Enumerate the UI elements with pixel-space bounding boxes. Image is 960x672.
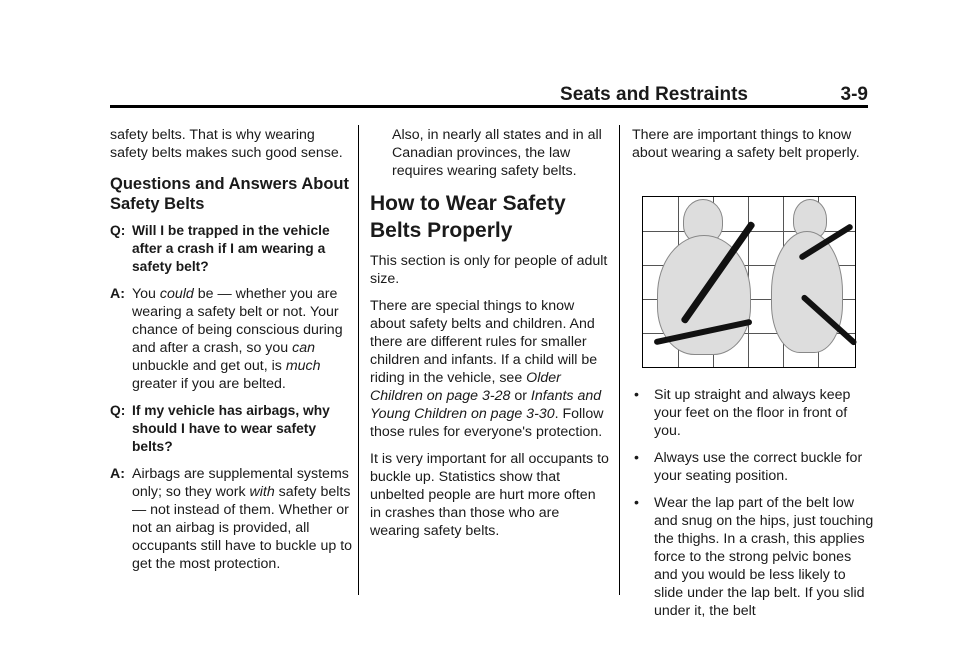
header-rule xyxy=(110,105,868,108)
bullet-item xyxy=(632,449,877,485)
cross-reference-link[interactable]: Older Children on page 3-28 xyxy=(370,370,561,404)
answer-text: unbuckle and get out, is xyxy=(132,358,286,374)
bullet-item xyxy=(632,494,877,620)
answer-emphasis: could xyxy=(159,286,194,302)
answer-label: A: xyxy=(110,466,125,482)
paragraph-2 xyxy=(370,297,610,441)
continued-answer: Also, in nearly all states and in all Canadian provinces, the law requires wearing safety belts. xyxy=(392,127,602,179)
page-number: 3-9 xyxy=(840,84,868,105)
answer-text: greater if you are belted. xyxy=(132,376,286,392)
question-1 xyxy=(110,222,354,276)
answer-2 xyxy=(110,465,354,573)
page-header xyxy=(110,78,868,106)
question-label: Q: xyxy=(110,223,126,238)
column-1 xyxy=(110,126,354,582)
bullet-item xyxy=(632,386,877,440)
answer-label: A: xyxy=(110,286,125,302)
question-2 xyxy=(110,402,354,456)
bullet-text: Wear the lap part of the belt low and snug on the hips, just touching the thighs. In a crash, this applies force to the strong pelvic bones and you would be less likely to slide under the lap belt. If you slid under it, the belt xyxy=(654,495,874,619)
answer-text: You xyxy=(132,286,160,302)
section-heading: How to Wear Safety Belts Properly xyxy=(370,192,566,242)
cross-reference-link[interactable]: Infants and Young Children on page 3-30 xyxy=(370,388,602,422)
column-3 xyxy=(632,126,877,629)
safety-belt-illustration xyxy=(642,196,856,368)
answer-text: be — whether you are wearing a safety belt or not. Your chance of being conscious during and after a crash, so you xyxy=(132,286,343,356)
qa-heading: Questions and Answers About Safety Belts xyxy=(110,175,349,213)
answer-text: Airbags are supplemental systems only; so they work xyxy=(132,466,349,500)
bullet-marker: • xyxy=(634,387,639,403)
column-divider xyxy=(358,125,359,595)
question-text: Will I be trapped in the vehicle after a crash if I am wearing a safety belt? xyxy=(132,223,330,274)
intro-text: There are important things to know about wearing a safety belt properly. xyxy=(632,127,860,161)
paragraph-text: There are special things to know about safety belts and children. And there are different rules for smaller children and infants. If a child will be riding in the vehicle, see xyxy=(370,298,598,386)
answer-emphasis: can xyxy=(292,340,315,356)
answer-text: safety belts — not instead of them. Whether or not an airbag is provided, all occupants still have to buckle up to get the most protection. xyxy=(132,484,353,572)
column-divider xyxy=(619,125,620,595)
answer-emphasis: much xyxy=(285,358,321,374)
paragraph-text: or xyxy=(510,388,531,404)
answer-emphasis: with xyxy=(249,484,275,500)
paragraph-3: It is very important for all occupants to buckle up. Statistics show that unbelted people are hurt more often in crashes than those who are wearing safety belts. xyxy=(370,451,609,539)
paragraph-1: This section is only for people of adult size. xyxy=(370,253,608,287)
question-text: If my vehicle has airbags, why should I have to wear safety belts? xyxy=(132,403,330,454)
bullet-text: Always use the correct buckle for your seating position. xyxy=(654,450,863,484)
question-label: Q: xyxy=(110,403,126,418)
section-title: Seats and Restraints xyxy=(560,84,748,105)
bullet-marker: • xyxy=(634,495,639,511)
paragraph-text: . Follow those rules for everyone's protection. xyxy=(370,406,604,440)
bullet-marker: • xyxy=(634,450,639,466)
column-2 xyxy=(370,126,610,549)
answer-1 xyxy=(110,285,354,393)
intro-text: safety belts. That is why wearing safety belts makes such good sense. xyxy=(110,127,343,161)
bullet-text: Sit up straight and always keep your feet on the floor in front of you. xyxy=(654,387,851,439)
